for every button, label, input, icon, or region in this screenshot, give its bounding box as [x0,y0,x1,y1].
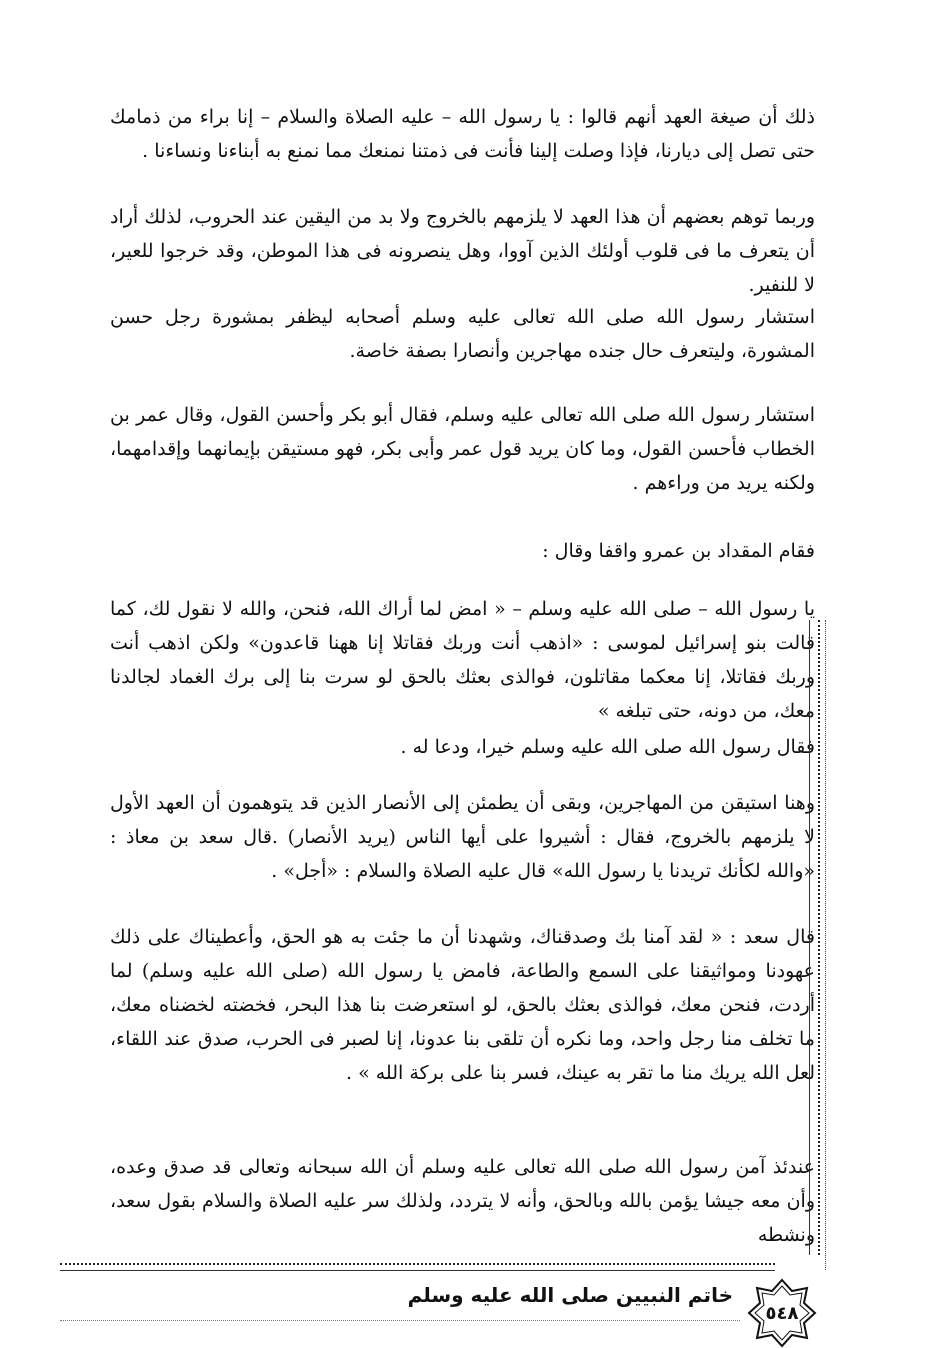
paragraph-5: فقام المقداد بن عمرو واقفا وقال : [542,540,815,562]
paragraph-7: فقال رسول الله صلى الله عليه وسلم خيرا، ودعا له . [400,736,815,758]
paragraph-1: ذلك أن صيغة العهد أنهم قالوا : يا رسول الله – عليه الصلاة والسلام – إنا براء من ذمامك حتى تصل إلى ديارنا، فإذا وصلت إلينا فأنت فى ذمتنا نمنعك مما نمنع به أبناءنا ونساءنا . [110,106,815,162]
decorative-border-horizontal-inner [60,1270,775,1271]
running-footer-title: خاتم النبيين صلى الله عليه وسلم [407,1283,733,1307]
paragraph-9: قال سعد : « لقد آمنا بك وصدقناك، وشهدنا أن ما جئت به هو الحق، وأعطيناك على ذلك عهودنا ومواثيقنا على السمع والطاعة، فامض يا رسول الله (صلى الله عليه وسلم) لما أردت، فنحن معك، فوالذى بعثك بالحق، لو استعرضت بنا هذا البحر، فخضته لخضناه معك، ما تخلف منا رجل واحد، وما نكره أن تلقى بنا عدونا، إنا لصبر فى الحرب، صدق عند اللقاء، لعل الله يريك منا ما تقر به عينك، فسر بنا على بركة الله » . [110,926,815,1084]
page-number: ٥٤٨ [765,1302,799,1324]
decorative-border-vertical-inner [823,620,826,1270]
paragraph-3: استشار رسول الله صلى الله تعالى عليه وسلم أصحابه ليظفر بمشورة رجل حسن المشورة، وليتعرف حال جنده مهاجرين وأنصارا بصفة خاصة. [110,306,815,362]
decorative-border-vertical [809,620,820,1255]
paragraph-6: يا رسول الله – صلى الله عليه وسلم – « امض لما أراك الله، فنحن، والله لا نقول لك، كما قالت بنو إسرائيل لموسى : «اذهب أنت وربك فقاتلا إنا ههنا قاعدون» ولكن اذهب أنت وربك فقاتلا، إنا معكما مقاتلون، فوالذى بعثك بالحق لو سرت بنا إلى برك الغماد لجالدنا معك، من دونه، حتى تبلغه » [110,598,815,722]
paragraph-2: وربما توهم بعضهم أن هذا العهد لا يلزمهم بالخروج ولا بد من اليقين عند الحروب، لذلك أراد أن يتعرف ما فى قلوب أولئك الذين آووا، وهل ينصرونه فى هذا الموطن، وقد خرجوا للعير، لا للنفير. [110,206,815,296]
paragraph-10: عندئذ آمن رسول الله صلى الله تعالى عليه وسلم أن الله سبحانه وتعالى قد صدق وعده، وأن معه جيشا يؤمن بالله وبالحق، وأنه لا يتردد، ولذلك سر عليه الصلاة والسلام بقول سعد، ونشطه [110,1156,815,1246]
footer-rule [60,1320,740,1321]
paragraph-4: استشار رسول الله صلى الله تعالى عليه وسلم، فقال أبو بكر وأحسن القول، وقال عمر بن الخطاب فأحسن القول، وما كان يريد قول عمر وأبى بكر، فهو مستيقن بإيمانهما وإقدامهما، ولكنه يريد من وراءهم . [110,404,815,494]
paragraph-8: وهنا استيقن من المهاجرين، وبقى أن يطمئن إلى الأنصار الذين قد يتوهمون أن العهد الأول لا يلزمهم بالخروج، فقال : أشيروا على أيها الناس (يريد الأنصار) .قال سعد بن معاذ : «والله لكأنك تريدنا يا رسول الله» قال عليه الصلاة والسلام : «أجل» . [110,792,815,882]
decorative-border-horizontal [60,1263,775,1265]
